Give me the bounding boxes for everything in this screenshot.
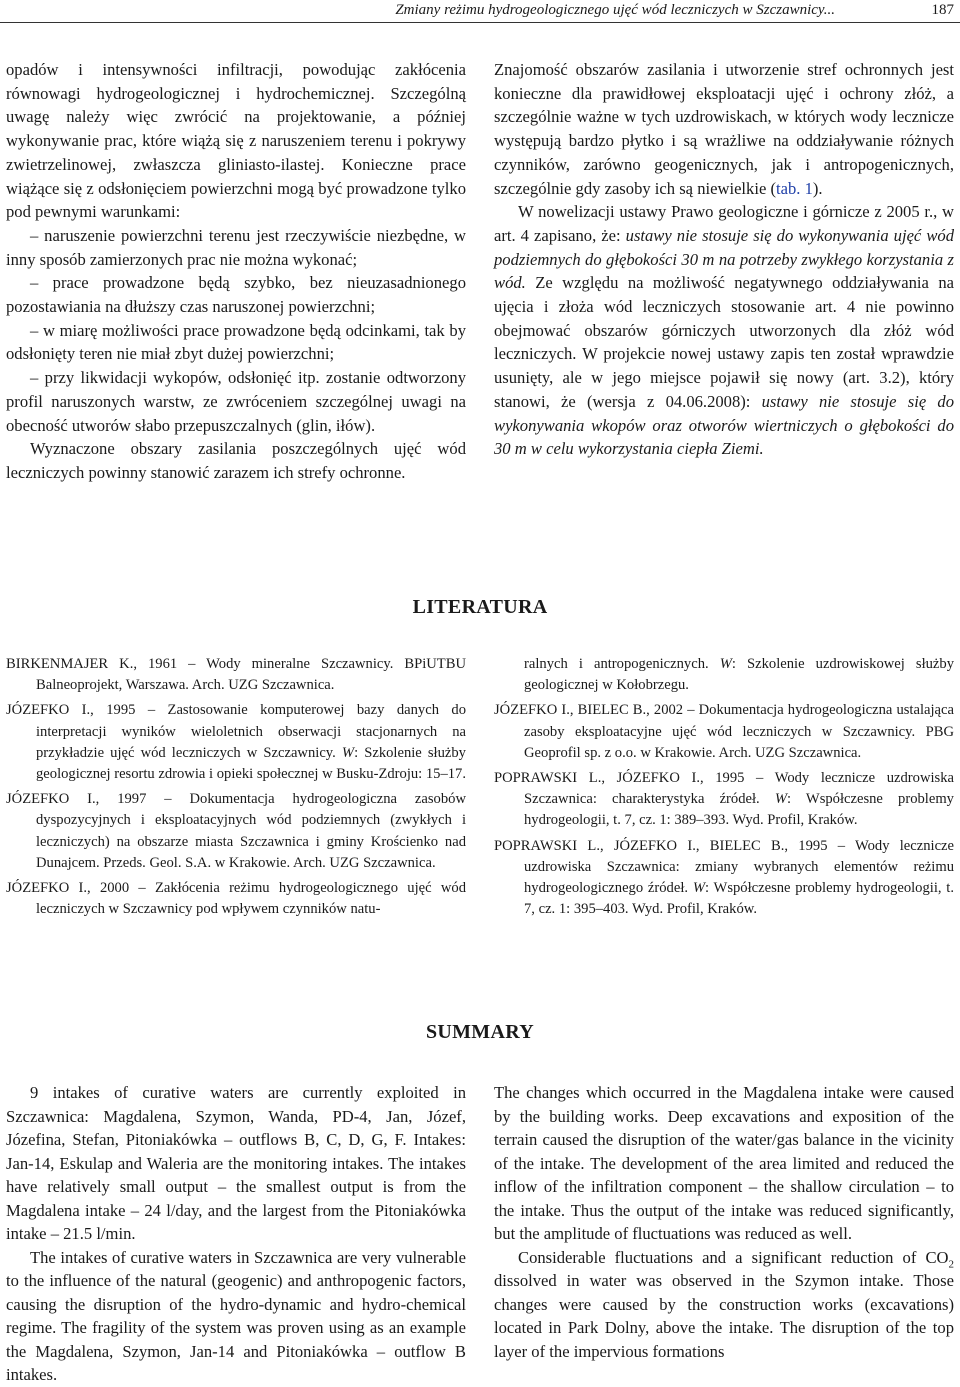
body-left-column xyxy=(6,58,466,485)
summary-paragraph xyxy=(494,1246,954,1364)
quote-italic: ustawy nie stosuje się do wykonywania ujęć wód podziemnych do głębokości 30 m na potrzeby zwykłego korzystania z wód. xyxy=(494,225,954,293)
body-paragraph: Wyznaczone obszary zasilania poszczególnych ujęć wód leczniczych powinny stanowić zarazem ich strefy ochronne. xyxy=(6,439,466,482)
running-header xyxy=(0,0,960,23)
reference-entry xyxy=(494,700,954,764)
text-span: Znajomość obszarów zasilania i utworzenie stref ochronnych jest konieczne dla prawidłowej eksploatacji ujęć i ochrony złóż, a szczególnie ważne w tych uzdrowiskach, w których wody lecznicze występują bardzo płytko i są wrażliwe na oddziaływanie różnych czynników, zarówno geogenicznych, jak i antropogenicznych, szczególnie gdy zasoby ich są niewielkie ( xyxy=(494,60,954,198)
running-title: Zmiany reżimu hydrogeologicznego ujęć wód leczniczych w Szczawnicy... xyxy=(395,2,835,18)
text-span: dissolved in water was observed in the Szymon intake. Those changes were caused by the construction works (excavations) located in Park Dolny, above the intake. The disruption of the top layer of the impervious formations xyxy=(494,1271,954,1361)
text-span: W xyxy=(341,744,355,761)
table-reference-link[interactable]: tab. 1 xyxy=(776,178,813,198)
text-span: Considerable fluctuations and a significant reduction of CO xyxy=(518,1247,949,1267)
page-number: 187 xyxy=(931,2,954,18)
text-span: W xyxy=(774,791,787,808)
text-span: : Współczesne problemy hydrogeologii, t. 7, cz. 1: 395–403. Wyd. Profil, Kraków. xyxy=(524,880,955,918)
text-span: : Szkolenie uzdrowiskowej służby geologicznej w Kołobrzegu. xyxy=(524,656,954,694)
text-span: W xyxy=(719,656,732,672)
text-span: JÓZEFKO I., BIELEC B., 2002 – Dokumentacja hydrogeologiczna ustalająca zasoby eksploatacyjne ujęć wód leczniczych w Szczawnicy. PBG Geoprofil sp. z o.o. w Krakowie. Arch. UZG Szczawnica. xyxy=(494,702,954,761)
subscript: 2 xyxy=(948,1257,954,1270)
text-span: ralnych i antropogenicznych. xyxy=(524,656,720,672)
reference-entry xyxy=(6,789,466,874)
summary-heading: SUMMARY xyxy=(425,1021,535,1043)
body-paragraph xyxy=(494,200,954,461)
references-right-column xyxy=(494,654,954,924)
reference-entry xyxy=(494,768,954,832)
body-paragraph: opadów i intensywności infiltracji, powodując zakłócenia równowagi hydrogeologicznej i hydrochemicznej. Szczególną uwagę należy więc zwrócić na projektowanie, a później wykonywanie prac, które wiążą się z naruszeniem terenu i pokrywy zwietrzelinowej, zwłaszcza gliniasto-ilastej. Konieczne prace wiążące się z odsłonięciem powierzchni mogą być prowadzone tylko pod pewnymi warunkami: xyxy=(6,60,466,222)
summary-left-column xyxy=(6,1081,466,1387)
summary-paragraph: The intakes of curative waters in Szczawnica are very vulnerable to the influence of the natural (geogenic) and anthropogenic factors, causing the disruption of the hydro-dynamic and hydro-chemical regime. The fragility of the system was proven using as an example the Magdalena, Szymon, Jan-14 and Pitoniakówka – outflow B intakes. xyxy=(6,1247,466,1384)
summary-paragraph: The changes which occurred in the Magdalena intake were caused by the building works. Deep excavations and exposition of the terrain caused the disruption of the water/gas balance in the vicinity of the intake. The development of the area limited and reduced the inflow of the infiltration component – the shallow circulation – to the intake. Thus the output of the intake was reduced significantly, but the amplitude of fluctuations was reduced as well. xyxy=(494,1083,954,1243)
list-item: – naruszenie powierzchni terenu jest rzeczywiście niezbędne, w inny sposób zamierzonych prac nie można wykonać; xyxy=(6,225,466,269)
list-item: – prace prowadzone będą szybko, bez nieuzasadnionego pozostawiania na dłuższy czas naruszonej powierzchni; xyxy=(6,273,466,317)
text-span: POPRAWSKI L., JÓZEFKO I., BIELEC B., 1995 – Wody lecznicze uzdrowiska Szczawnica: zmiany wybranych elementów reżimu hydrogeologicznego źródeł. xyxy=(494,837,954,897)
list-item: – w miarę możliwości prace prowadzone będą odcinkami, tak by odsłonięty teren nie miał zbyt dużej powierzchni; xyxy=(6,320,466,364)
text-span: JÓZEFKO I., 2000 – Zakłócenia reżimu hydrogeologicznego ujęć wód leczniczych w Szczawnicy pod wpływem czynników natu- xyxy=(6,880,466,918)
quote-italic: ustawy nie stosuje się do wykonywania wkopów oraz otworów wiertniczych o głębokości do 30 m w celu wykorzystania ciepła Ziemi. xyxy=(494,391,954,459)
text-span: ). xyxy=(812,178,823,198)
summary-right-column xyxy=(494,1081,954,1363)
text-span: Ze względu na możliwość negatywnego oddziaływania na ujęcia i złoża wód leczniczych stosowanie art. 4 nie powinno obejmować obszarów górniczych utworzonych dla złóż wód leczniczych. W projekcie nowej ustawy zapis ten został wprawdzie usunięty, ale w jego miejsce pojawił się nowy (art. 3.2), który stanowi, że (wersja z 04.06.2008): xyxy=(494,273,954,411)
body-right-column xyxy=(494,58,954,461)
text-span: POPRAWSKI L., JÓZEFKO I., 1995 – Wody lecznicze uzdrowiska Szczawnica: charakterystyka źródeł. xyxy=(494,770,954,808)
summary-paragraph: 9 intakes of curative waters are currently exploited in Szczawnica: Magdalena, Szymon, Wanda, PD-4, Jan, Józef, Józefina, Stefan, Pitoniakówka – outflows B, C, D, G, F. Intakes: Jan-14, Eskulap and Waleria are the monitoring intakes. The intakes have relatively small output – the smallest output is from the Magdalena intake – 24 l/day, and the largest from the Pitoniakówka intake – 21.5 l/min. xyxy=(6,1083,466,1243)
text-span: : Szkolenie służby geologicznej resortu zdrowia i opieki społecznej w Busku-Zdroju: 15–17. xyxy=(36,744,467,783)
text-span: W xyxy=(692,880,705,897)
reference-entry xyxy=(6,700,466,785)
text-span: JÓZEFKO I., 1995 – Zastosowanie komputerowej bazy danych do interpretacji wyników wieloletnich obserwacji stacjonarnych na przykładzie ujęć wód leczniczych w Szczawnicy. xyxy=(6,702,466,761)
text-span: W nowelizacji ustawy Prawo geologiczne i górnicze z 2005 r., w art. 4 zapisano, że: xyxy=(494,202,954,245)
references-left-column xyxy=(6,654,466,924)
reference-entry xyxy=(6,878,466,920)
text-span: JÓZEFKO I., 1997 – Dokumentacja hydrogeologiczna zasobów dyspozycyjnych i eksploatacyjnych wód podziemnych (zwykłych i leczniczych) na obszarze miasta Szczawnica i gminy Krościenko nad Dunajcem. Przeds. Geol. S.A. w Krakowie. Arch. UZG Szczawnica. xyxy=(6,791,466,871)
body-paragraph xyxy=(494,58,954,200)
text-span: BIRKENMAJER K., 1961 – Wody mineralne Szczawnicy. BPiUTBU Balneoprojekt, Warszawa. Arch. UZG Szczawnica. xyxy=(6,656,466,694)
literature-heading: LITERATURA xyxy=(412,596,548,618)
reference-entry xyxy=(6,654,466,696)
reference-continuation xyxy=(494,654,954,696)
list-item: – przy likwidacji wykopów, odsłonięć itp. zostanie odtworzony profil naruszonych warstw, ze zwróceniem szczególnej uwagi na obecność utworów słabo przepuszczalnych (glin, iłów). xyxy=(6,368,466,435)
text-span: : Współczesne problemy hydrogeologii, t. 7, cz. 1: 389–393. Wyd. Profil, Kraków. xyxy=(524,791,954,829)
reference-entry xyxy=(494,836,954,921)
